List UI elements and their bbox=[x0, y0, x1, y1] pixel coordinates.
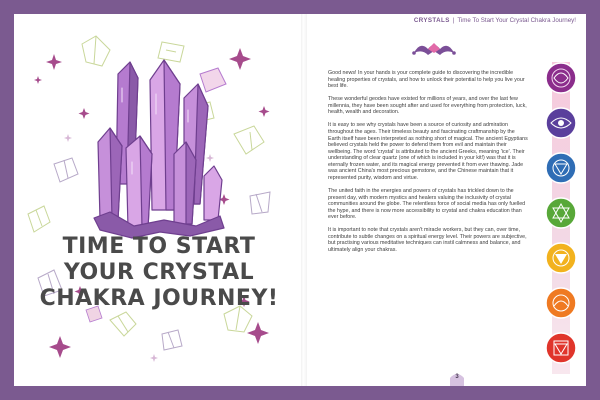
sparkle-icon bbox=[206, 154, 214, 162]
left-page bbox=[14, 14, 304, 386]
sparkle-icon bbox=[46, 54, 62, 70]
sparkle-icon bbox=[247, 322, 269, 344]
body-text bbox=[328, 70, 528, 260]
paragraph: Good news! In your hands is your complete guide to discovering the incredible healing properties of crystals, and how to unlock their potential to help you live your best life. bbox=[328, 70, 525, 90]
sparkle-icon bbox=[64, 134, 72, 142]
title-line: TIME TO START bbox=[62, 234, 256, 259]
crystal-outline-icon bbox=[250, 192, 270, 214]
paragraph: It is easy to see why crystals have been a source of curiosity and admiration throughout the ages. Their timeless beauty and fascinating craftmanship by the Earth itself have been interpreted as nothing short of magical. The ancient Egyptians believed crystals held the power to defend them from evil and maintain their wellbeing. The word 'crystal' is attributed to the ancient Greeks, meaning 'ice'. Their understanding of clear quartz (one of which is included in your kit!) was that it is eternally frozen water, and its magical energy prevented it from ever thawing. Jade was ancient China's most precious gemstone, and the Chinese maintain that it represented purity, wisdom and virtue. bbox=[328, 122, 528, 181]
chakra-icon bbox=[546, 63, 576, 93]
crystal-outline-icon bbox=[162, 330, 182, 350]
sparkle-icon bbox=[79, 108, 90, 119]
paragraph: These wonderful geodes have existed for millions of years, and over the last few millennia, they have been sought after and used for everything from protection, luck, health, wealth and decoration. bbox=[328, 96, 527, 116]
paragraph: It is important to note that crystals aren't miracle workers, but they can, over time, contribute to subtle changes on a spiritual energy level. Their powers are subjective, but practising various meditative techniques can instil calmness and balance, and ultimately align your chakras. bbox=[328, 227, 527, 253]
book-spread bbox=[14, 14, 586, 386]
crystal-outline-icon bbox=[82, 36, 110, 66]
title-line: CHAKRA JOURNEY! bbox=[39, 286, 279, 311]
running-head-section: CRYSTALS bbox=[413, 17, 450, 24]
chakra-icon bbox=[546, 153, 576, 183]
crown-ornament-icon bbox=[410, 39, 458, 59]
sparkle-icon bbox=[150, 354, 158, 362]
chakra-icon bbox=[546, 198, 576, 228]
sparkle-icon bbox=[229, 48, 251, 70]
chakra-icon bbox=[546, 108, 576, 138]
chakra-icon bbox=[546, 288, 576, 318]
page-title bbox=[14, 234, 304, 312]
title-line: YOUR CRYSTAL bbox=[63, 260, 255, 285]
crystal-illustration bbox=[14, 14, 304, 386]
crystal-outline-icon bbox=[110, 312, 136, 336]
running-head-separator: | bbox=[452, 17, 455, 24]
crystal-outline-icon bbox=[54, 158, 78, 182]
crystal-outline-icon bbox=[28, 206, 50, 232]
crystal-outline-icon bbox=[158, 42, 184, 62]
sparkle-icon bbox=[259, 106, 270, 117]
chakra-icon bbox=[546, 243, 576, 273]
sparkle-icon bbox=[49, 336, 71, 358]
running-head-title: Time To Start Your Crystal Chakra Journey! bbox=[457, 17, 576, 24]
paragraph: The united faith in the energies and powers of crystals has trickled down to the present day, with modern mystics and healers valuing the inclusivity of crystal communities around the globe. The relentless force of social media has only fuelled the hype, and there is now more accessibility to crystal and chakra education than ever before. bbox=[328, 187, 526, 221]
chakra-column bbox=[542, 58, 580, 378]
sparkle-icon bbox=[34, 76, 42, 84]
running-head bbox=[414, 17, 576, 24]
chakra-icon bbox=[546, 333, 576, 363]
page-number: 3 bbox=[455, 374, 459, 380]
right-page bbox=[304, 14, 586, 386]
crystal-outline-icon bbox=[234, 126, 264, 154]
